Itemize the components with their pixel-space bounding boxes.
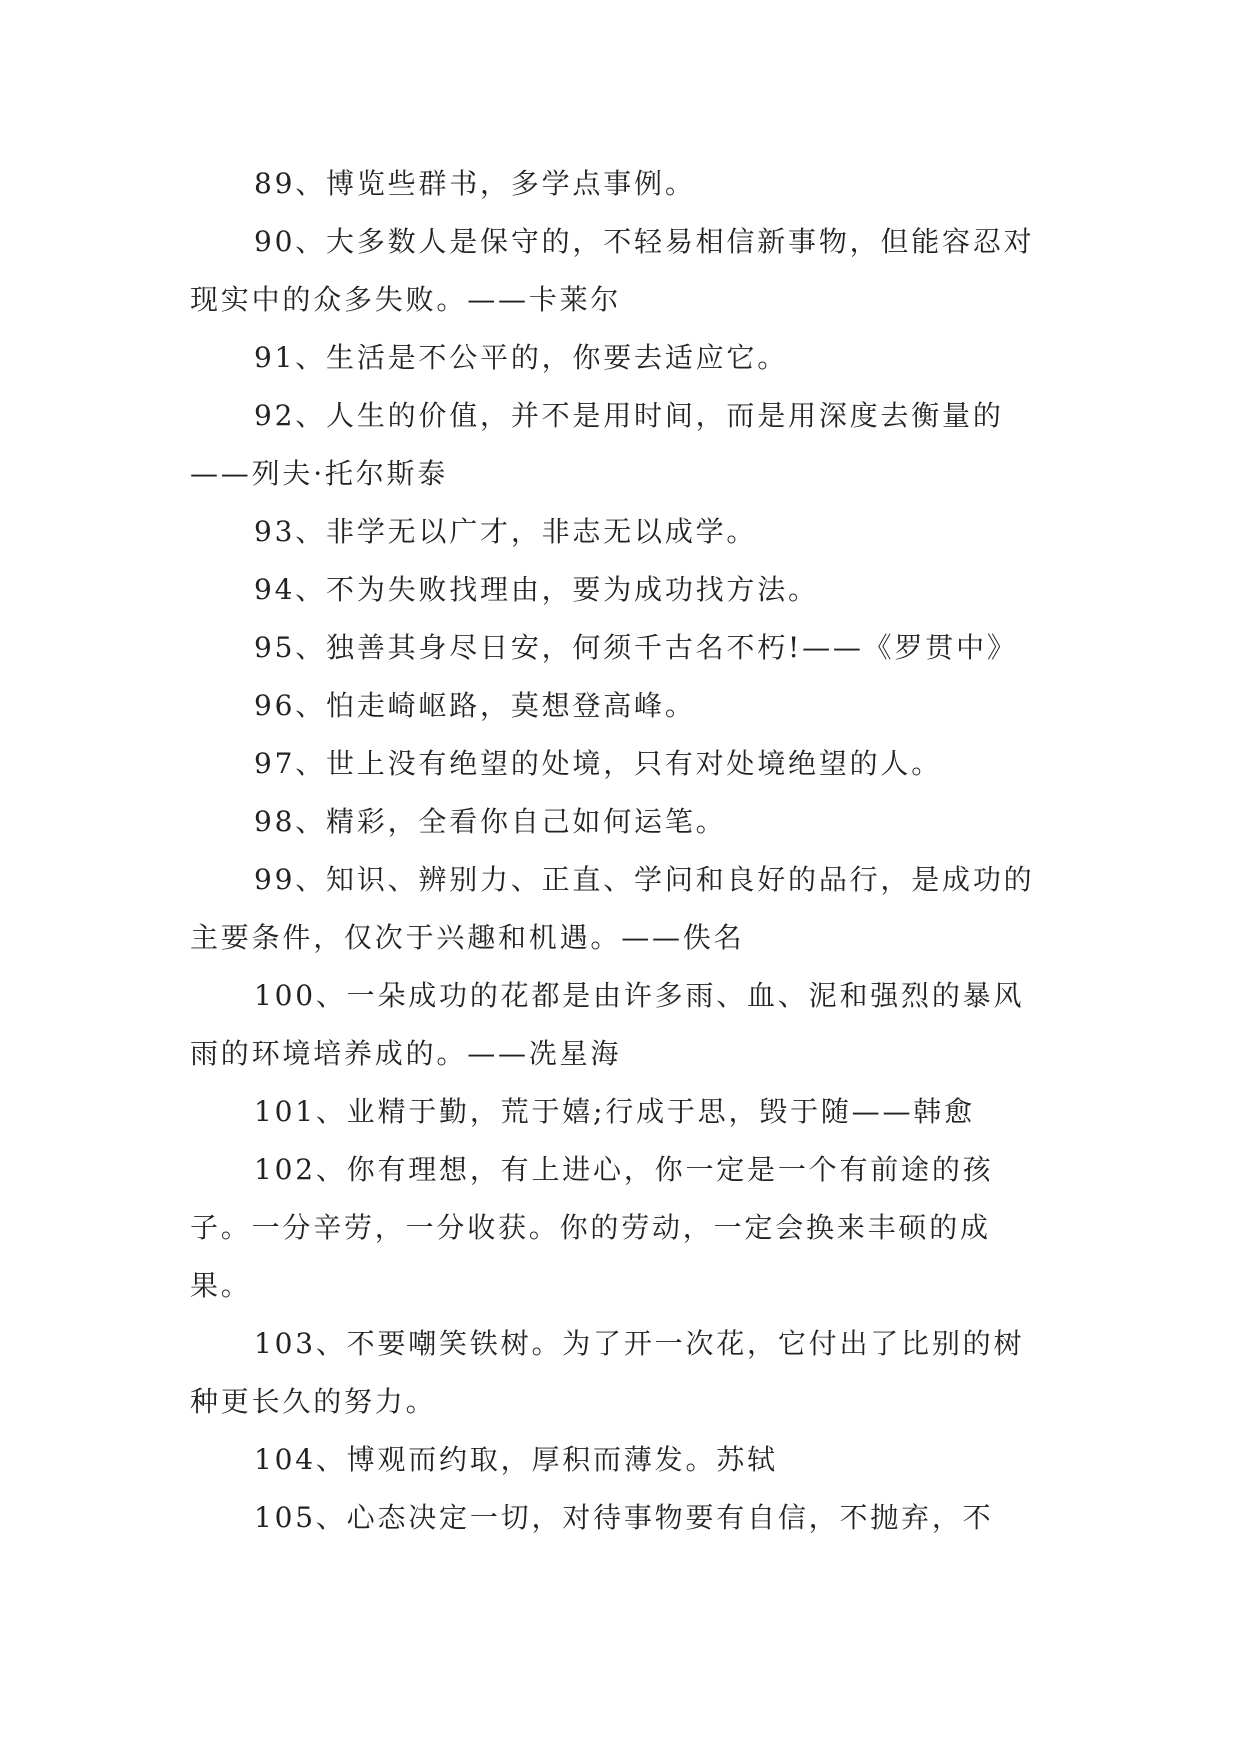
quote-paragraph xyxy=(190,619,1050,677)
quote-line: 100、一朵成功的花都是由许多雨、血、泥和强烈的暴 xyxy=(254,979,994,1012)
quote-line: 风雨的环境培养成的。——冼星海 xyxy=(190,979,1025,1070)
quote-line: 91、生活是不公平的，你要去适应它。 xyxy=(254,341,789,374)
quote-paragraph xyxy=(190,1315,1050,1431)
quote-list xyxy=(190,155,1050,1547)
quote-paragraph xyxy=(190,1489,1050,1547)
quote-line: 果。 xyxy=(190,1269,252,1302)
quote-line: 103、不要嘲笑铁树。为了开一次花，它付出了比别的 xyxy=(254,1327,994,1360)
quote-line: 树种更长久的努力。 xyxy=(190,1327,1025,1418)
quote-line: 98、精彩，全看你自己如何运笔。 xyxy=(254,805,727,838)
quote-line: 104、博观而约取，厚积而薄发。苏轼 xyxy=(254,1443,778,1476)
quote-paragraph xyxy=(190,329,1050,387)
quote-paragraph xyxy=(190,503,1050,561)
quote-paragraph xyxy=(190,387,1050,503)
quote-paragraph xyxy=(190,1431,1050,1489)
quote-line: 92、人生的价值，并不是用时间，而是用深度去衡量的 xyxy=(254,399,1004,432)
quote-line: 的主要条件，仅次于兴趣和机遇。——佚名 xyxy=(190,863,1035,954)
quote-paragraph xyxy=(190,561,1050,619)
quote-line: 102、你有理想，有上进心，你一定是一个有前途的孩 xyxy=(254,1153,994,1186)
quote-line: 101、业精于勤，荒于嬉;行成于思，毁于随——韩愈 xyxy=(254,1095,975,1128)
quote-paragraph xyxy=(190,735,1050,793)
quote-line: 90、大多数人是保守的，不轻易相信新事物，但能容忍 xyxy=(254,225,1004,258)
quote-line: 105、心态决定一切，对待事物要有自信，不抛弃，不 xyxy=(254,1501,994,1534)
quote-paragraph xyxy=(190,155,1050,213)
quote-line: 95、独善其身尽日安，何须千古名不朽!——《罗贯中》 xyxy=(254,631,1018,664)
quote-paragraph xyxy=(190,1141,1050,1315)
quote-line: ——列夫·托尔斯泰 xyxy=(190,457,449,490)
quote-paragraph xyxy=(190,793,1050,851)
quote-line: 96、怕走崎岖路，莫想登高峰。 xyxy=(254,689,696,722)
quote-paragraph xyxy=(190,967,1050,1083)
quote-line: 93、非学无以广才，非志无以成学。 xyxy=(254,515,758,548)
quote-line: 97、世上没有绝望的处境，只有对处境绝望的人。 xyxy=(254,747,943,780)
quote-line: 94、不为失败找理由，要为成功找方法。 xyxy=(254,573,819,606)
quote-paragraph xyxy=(190,677,1050,735)
quote-paragraph xyxy=(190,851,1050,967)
quote-paragraph xyxy=(190,1083,1050,1141)
quote-paragraph xyxy=(190,213,1050,329)
quote-line: 对现实中的众多失败。——卡莱尔 xyxy=(190,225,1035,316)
quote-line: 99、知识、辨别力、正直、学问和良好的品行，是成功 xyxy=(254,863,1004,896)
quote-line: 子。一分辛劳，一分收获。你的劳动，一定会换来丰硕的成 xyxy=(190,1211,991,1244)
quote-line: 89、博览些群书，多学点事例。 xyxy=(254,167,696,200)
